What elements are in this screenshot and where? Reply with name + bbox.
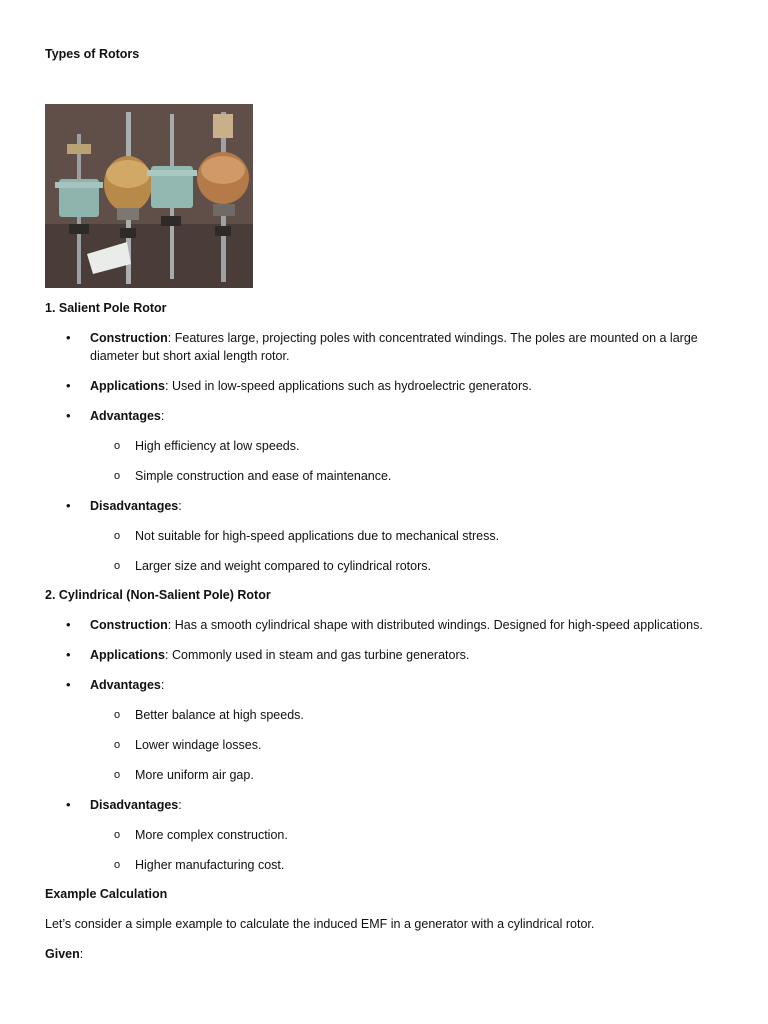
- list-item-text: :: [160, 409, 165, 423]
- sub-list-item-text: High efficiency at low speeds.: [135, 439, 300, 453]
- bullet-icon: •: [66, 378, 71, 393]
- sub-list-item-text: Larger size and weight compared to cylindrical rotors.: [135, 559, 431, 573]
- rotor-photo-drawing: [45, 104, 253, 288]
- term-label: Advantages: [90, 409, 161, 423]
- list-item: [45, 377, 725, 395]
- section-heading-salient-pole: 1. Salient Pole Rotor: [45, 301, 167, 315]
- term-label: Applications: [90, 648, 166, 662]
- sub-list-item-text: Higher manufacturing cost.: [135, 858, 285, 872]
- list-item: [45, 497, 725, 575]
- list-item-text: : Used in low-speed applications such as hydroelectric generators.: [165, 379, 532, 393]
- list-item: [45, 676, 725, 784]
- section-heading-example: Example Calculation: [45, 887, 168, 901]
- bullet-icon: •: [66, 677, 71, 692]
- given-colon: :: [79, 947, 84, 961]
- sub-list-item: [90, 766, 725, 784]
- list-item-text: :: [178, 798, 182, 812]
- sub-bullet-icon: o: [114, 530, 121, 542]
- sub-bullet-icon: o: [114, 739, 121, 751]
- sub-list-item: [90, 856, 725, 874]
- sub-list-item-text: Better balance at high speeds.: [135, 708, 304, 722]
- list-item: [45, 646, 725, 664]
- sub-list: [90, 527, 725, 575]
- list-item: [45, 329, 725, 365]
- sub-list-item: [90, 706, 725, 724]
- list-item: [45, 616, 725, 634]
- document-content: [45, 300, 725, 975]
- section-heading-cylindrical: 2. Cylindrical (Non-Salient Pole) Rotor: [45, 588, 271, 602]
- sub-bullet-icon: o: [114, 769, 121, 781]
- sub-list-item-text: Simple construction and ease of maintenance.: [135, 469, 392, 483]
- sub-list-item: [90, 826, 725, 844]
- list-item-text: : Commonly used in steam and gas turbine generators.: [165, 648, 470, 662]
- sub-bullet-icon: o: [114, 470, 121, 482]
- term-label: Disadvantages: [90, 798, 179, 812]
- sub-list-item: [90, 437, 725, 455]
- given-term: Given: [45, 947, 80, 961]
- rotor-photo-icon: [45, 104, 253, 288]
- list-item: [45, 407, 725, 485]
- salient-pole-list: [45, 329, 725, 575]
- example-intro-paragraph: Let’s consider a simple example to calculate the induced EMF in a generator with a cylindrical rotor.: [45, 917, 595, 931]
- list-item-text: : Features large, projecting poles with concentrated windings. The poles are mounted on a large diameter but short axial length rotor.: [90, 331, 698, 363]
- list-item-text: :: [178, 499, 182, 513]
- bullet-icon: •: [66, 408, 71, 423]
- sub-list-item-text: Lower windage losses.: [135, 738, 262, 752]
- sub-list-item: [90, 467, 725, 485]
- sub-list-item-text: More complex construction.: [135, 828, 288, 842]
- list-item-text: : Has a smooth cylindrical shape with distributed windings. Designed for high-speed applications.: [167, 618, 703, 632]
- sub-list-item-text: Not suitable for high-speed applications due to mechanical stress.: [135, 529, 500, 543]
- list-item-text: :: [160, 678, 165, 692]
- bullet-icon: •: [66, 330, 71, 345]
- sub-bullet-icon: o: [114, 859, 121, 871]
- bullet-icon: •: [66, 647, 71, 662]
- cylindrical-list: [45, 616, 725, 874]
- term-label: Construction: [90, 618, 168, 632]
- sub-bullet-icon: o: [114, 440, 121, 452]
- sub-list-item: [90, 527, 725, 545]
- sub-bullet-icon: o: [114, 709, 121, 721]
- list-item: [45, 796, 725, 874]
- sub-list-item: [90, 557, 725, 575]
- sub-list: [90, 437, 725, 485]
- bullet-icon: •: [66, 797, 71, 812]
- term-label: Advantages: [90, 678, 161, 692]
- term-label: Disadvantages: [90, 499, 179, 513]
- term-label: Applications: [90, 379, 166, 393]
- document-title: Types of Rotors: [45, 47, 140, 61]
- sub-bullet-icon: o: [114, 829, 121, 841]
- sub-list-item-text: More uniform air gap.: [135, 768, 254, 782]
- given-label-line: [45, 945, 725, 963]
- sub-list: [90, 826, 725, 874]
- sub-bullet-icon: o: [114, 560, 121, 572]
- sub-list-item: [90, 736, 725, 754]
- sub-list: [90, 706, 725, 784]
- bullet-icon: •: [66, 617, 71, 632]
- bullet-icon: •: [66, 498, 71, 513]
- term-label: Construction: [90, 331, 168, 345]
